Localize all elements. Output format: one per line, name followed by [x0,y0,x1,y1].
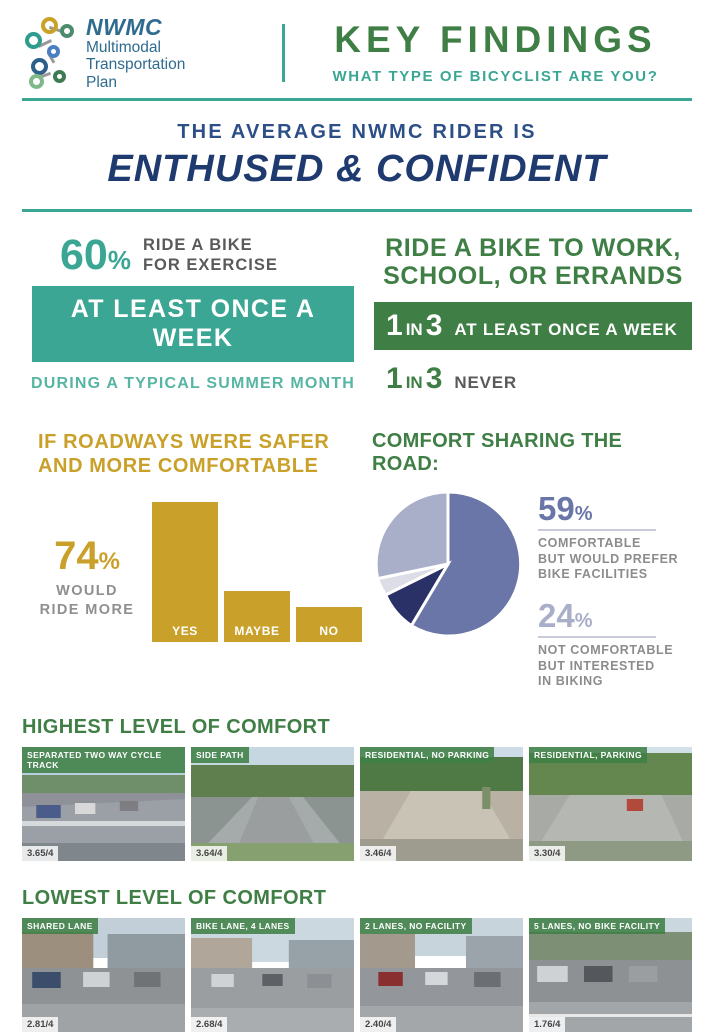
legend-rule-2 [538,636,656,638]
legend-value-2: 24% [538,596,593,634]
commute-heading [374,234,692,290]
photo-score: 2.68/4 [191,1017,227,1032]
legend-text-2 [538,643,678,690]
legend-text-2-line1: NOT COMFORTABLE [538,642,674,657]
logo-block [22,15,274,91]
safer-heading-line1: IF ROADWAYS WERE SAFER [38,431,330,453]
bar-label-maybe: MAYBE [224,620,290,642]
charts-row [0,396,714,690]
photo-score: 3.65/4 [22,846,58,861]
photo-card [529,918,692,1032]
photo-caption: SHARED LANE [22,918,98,934]
photo-score: 3.64/4 [191,846,227,861]
safer-roadways-chart [22,430,362,690]
street-photo [360,918,523,1032]
highest-comfort-photos [0,747,714,861]
photo-score: 2.40/4 [360,1017,396,1032]
safer-label-line1: WOULD [56,583,118,600]
photo-card [191,918,354,1032]
street-photo [529,747,692,861]
lowest-comfort-photos [0,918,714,1032]
photo-score: 3.46/4 [360,846,396,861]
safer-heading [22,430,362,478]
commute-heading-line2: SCHOOL, OR ERRANDS [383,262,683,290]
header-title-block [307,21,692,85]
street-photo [529,918,692,1032]
legend-value-1: 59% [538,490,593,527]
street-photo [191,918,354,1032]
bar-maybe [224,591,290,620]
exercise-label-line1: RIDE A BIKE [142,236,253,255]
photo-card [529,747,692,861]
nwmc-logo-icon [22,15,78,91]
photo-caption: SEPARATED TWO WAY CYCLE TRACK [22,747,185,773]
exercise-footnote: DURING A TYPICAL SUMMER MONTH [31,375,355,392]
commute-never-ratio: 1 IN 3 [386,362,443,395]
exercise-frequency-band: AT LEAST ONCE A WEEK [32,286,354,362]
bar-chart-plot [152,492,362,642]
commute-weekly-label: AT LEAST ONCE A WEEK [454,320,678,339]
photo-score: 2.81/4 [22,1017,58,1032]
photo-score: 3.30/4 [529,846,565,861]
logo-line1: Multimodal [86,39,161,57]
header-divider [282,24,285,82]
safer-percent-label [22,582,152,620]
photo-card [22,918,185,1032]
exercise-label-line2: FOR EXERCISE [142,255,278,274]
comfort-pie-chart [362,430,692,690]
legend-rule-1 [538,529,656,531]
exercise-percent-row [22,231,364,279]
commute-never-row [374,350,692,396]
commute-weekly-row [374,302,692,350]
bar-label-yes: YES [152,620,218,642]
photo-score: 1.76/4 [529,1017,565,1032]
photo-caption: BIKE LANE, 4 LANES [191,918,295,934]
exercise-stat-block [22,231,374,396]
pie-legend [524,488,678,690]
logo-line3: Plan [86,73,118,91]
photo-card [22,747,185,861]
exercise-percent-label [143,236,278,275]
commute-never-label: NEVER [454,373,517,392]
bar-label-no: NO [296,620,362,642]
highest-comfort-title: HIGHEST LEVEL OF COMFORT [22,715,331,738]
commute-heading-line1: RIDE A BIKE TO WORK, [385,234,681,262]
photo-caption: RESIDENTIAL, PARKING [529,747,647,763]
photo-card [191,747,354,861]
bar-chart-annotation [22,536,152,642]
pie-svg [372,488,524,640]
safer-heading-line2: AND MORE COMFORTABLE [38,455,319,477]
legend-text-1-line1: COMFORTABLE [538,536,641,550]
safer-percent: 74% [54,534,120,579]
street-photo [360,747,523,861]
logo-text [86,15,185,91]
legend-text-2-line2: BUT INTERESTED [538,658,655,673]
street-photo [22,918,185,1032]
bar-no [296,607,362,620]
commute-stat-block [374,234,692,396]
pie-graphic [372,488,524,640]
pie-row [372,488,692,690]
bar-column-no [296,607,362,642]
safer-label-line2: RIDE MORE [39,602,135,619]
logo-line2: Transportation [86,56,186,74]
bar-column-maybe [224,591,290,642]
bar-yes [152,502,218,620]
legend-text-1-line2: BUT WOULD PREFER [538,551,679,566]
average-rider-value: ENTHUSED & CONFIDENT [107,148,607,190]
logo-name: NWMC [86,13,163,40]
average-rider-block [0,101,714,209]
street-photo [191,747,354,861]
legend-text-2-line3: IN BIKING [538,674,604,689]
photo-caption: 2 LANES, NO FACILITY [360,918,472,934]
comfort-heading: COMFORT SHARING THE ROAD: [372,430,623,475]
stats-row [0,212,714,396]
page-header [0,0,714,98]
legend-text-1-line3: BIKE FACILITIES [538,567,648,582]
bar-chart [22,492,362,642]
photo-caption: 5 LANES, NO BIKE FACILITY [529,918,665,934]
photo-caption: RESIDENTIAL, NO PARKING [360,747,494,763]
photo-caption: SIDE PATH [191,747,249,763]
page-subtitle: WHAT TYPE OF BICYCLIST ARE YOU? [332,67,659,85]
lowest-comfort-title: LOWEST LEVEL OF COMFORT [22,886,327,909]
page-title: KEY FINDINGS [334,19,657,61]
average-rider-lead: THE AVERAGE NWMC RIDER IS [177,121,537,143]
photo-card [360,747,523,861]
exercise-percent: 60% [60,231,131,279]
legend-text-1 [538,536,678,583]
commute-weekly-ratio: 1 IN 3 [386,309,443,342]
photo-card [360,918,523,1032]
bar-column-yes [152,502,218,642]
